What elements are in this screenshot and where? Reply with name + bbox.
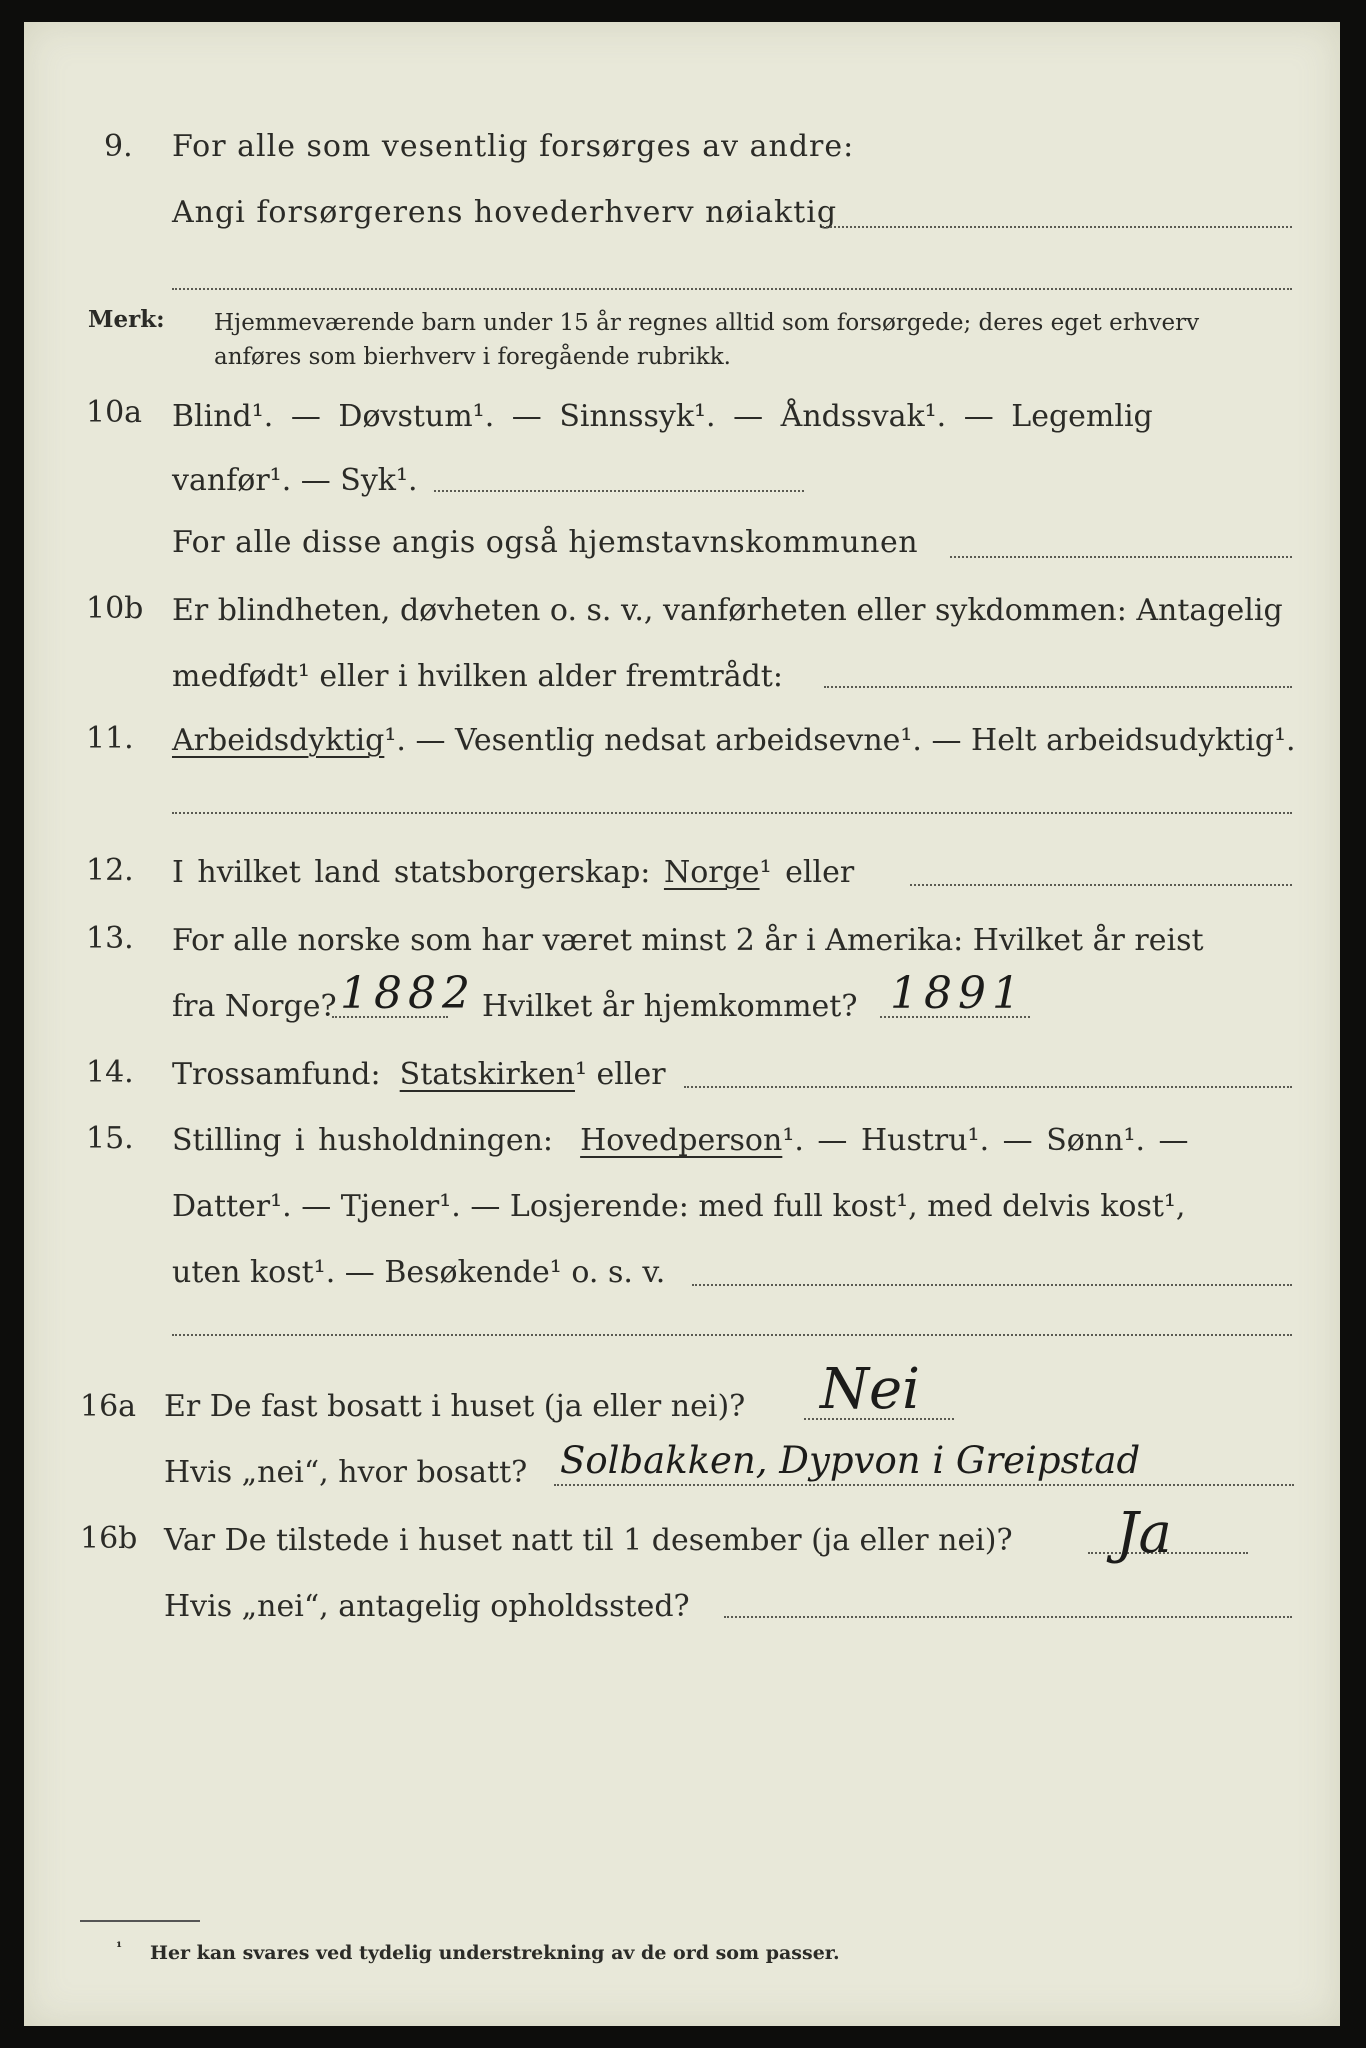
q12-number: 12. [86, 853, 134, 888]
q16a-answer1: Nei [820, 1357, 921, 1422]
q9-line2: Angi forsørgerens hovederhverv nøiaktig [172, 195, 838, 230]
footnote-rule [80, 1920, 200, 1922]
q9-line1: For alle som vesentlig forsørges av andre: [172, 129, 855, 164]
q13-number: 13. [86, 921, 134, 956]
q13-question-returned: Hvilket år hjemkommet? [482, 989, 858, 1024]
q15-answer-line [692, 1284, 1292, 1286]
q10a-line1: Blind¹. — Døvstum¹. — Sinnssyk¹. — Åndssvak¹. — Legemlig [172, 399, 1153, 434]
q13-question-left: fra Norge? [172, 989, 337, 1024]
q16a-line2-answer-line [554, 1484, 1294, 1486]
q9-answer-line-2 [172, 288, 1292, 290]
q10a-line2: vanfør¹. — Syk¹. [172, 463, 418, 498]
q14-option-statskirken: Statskirken [399, 1057, 575, 1092]
q11-number: 11. [86, 721, 134, 756]
q16a-line2: Hvis „nei“, hvor bosatt? [164, 1455, 528, 1490]
q15-option-hovedperson: Hovedperson [580, 1123, 783, 1158]
q10b-line1: Er blindheten, døvheten o. s. v., vanførheten eller sykdommen: Antagelig [172, 593, 1283, 628]
q16b-line1: Var De tilstede i huset natt til 1 desember (ja eller nei)? [164, 1523, 1013, 1558]
q14-line [172, 1057, 666, 1092]
q12-after: ¹ eller [759, 855, 855, 890]
q16a-number: 16a [80, 1389, 137, 1424]
q14-text: Trossamfund: [172, 1057, 381, 1092]
q15-line1 [172, 1123, 1189, 1158]
q10a-number: 10a [86, 395, 143, 430]
q11-rest: ¹. — Vesentlig nedsat arbeidsevne¹. — Helt arbeidsudyktig¹. [384, 723, 1296, 758]
q9-number: 9. [104, 129, 133, 164]
q10b-answer-line [824, 686, 1292, 688]
footnote-mark: ¹ [116, 1940, 123, 1956]
q12-option-norge: Norge [663, 855, 760, 890]
q16b-line2-answer-line [724, 1616, 1292, 1618]
q11-line [172, 723, 1296, 758]
q16a-line1: Er De fast bosatt i huset (ja eller nei)? [164, 1389, 746, 1424]
q11-answer-line [172, 812, 1292, 814]
q12-answer-line [910, 884, 1292, 886]
q11-option-arbeidsdyktig: Arbeidsdyktig [172, 723, 385, 758]
q13-answer-returned: 1891 [890, 968, 1026, 1019]
q10b-line2: medfødt¹ eller i hvilken alder fremtrådt: [172, 659, 783, 694]
q10a-answer-line [434, 490, 804, 492]
footnote-text: Her kan svares ved tydelig understrekning av de ord som passer. [150, 1942, 840, 1964]
q10b-number: 10b [86, 591, 144, 626]
census-form-page [24, 22, 1340, 2026]
merk-line1: Hjemmeværende barn under 15 år regnes alltid som forsørgede; deres eget erhverv [214, 310, 1200, 336]
q15-answer-line-2 [172, 1334, 1292, 1336]
q15-text: Stilling i husholdningen: [172, 1123, 554, 1158]
q16a-answer2: Solbakken, Dypvon i Greipstad [560, 1439, 1141, 1482]
q15-number: 15. [86, 1121, 134, 1156]
merk-line2: anføres som bierhverv i foregående rubrikk. [214, 344, 731, 370]
q13-answer-left: 1882 [340, 968, 476, 1019]
q9-answer-line [822, 226, 1292, 228]
q15-line3: uten kost¹. — Besøkende¹ o. s. v. [172, 1255, 666, 1290]
q15-line2: Datter¹. — Tjener¹. — Losjerende: med full kost¹, med delvis kost¹, [172, 1189, 1186, 1224]
q12-line [172, 855, 855, 890]
q16b-answer1: Ja [1116, 1501, 1172, 1566]
q14-number: 14. [86, 1055, 134, 1090]
q16b-number: 16b [80, 1521, 138, 1556]
merk-label: Merk: [88, 306, 165, 333]
q12-text: I hvilket land statsborgerskap: [172, 855, 651, 890]
q15-rest1: ¹. — Hustru¹. — Sønn¹. — [782, 1123, 1189, 1158]
q10a-home-line [950, 556, 1292, 558]
q16b-line2: Hvis „nei“, antagelig opholdssted? [164, 1589, 690, 1624]
q10a-line3: For alle disse angis også hjemstavnskommunen [172, 525, 919, 560]
q13-line1: For alle norske som har været minst 2 år i Amerika: Hvilket år reist [172, 923, 1204, 958]
q14-after: ¹ eller [574, 1057, 666, 1092]
q14-answer-line [684, 1086, 1292, 1088]
